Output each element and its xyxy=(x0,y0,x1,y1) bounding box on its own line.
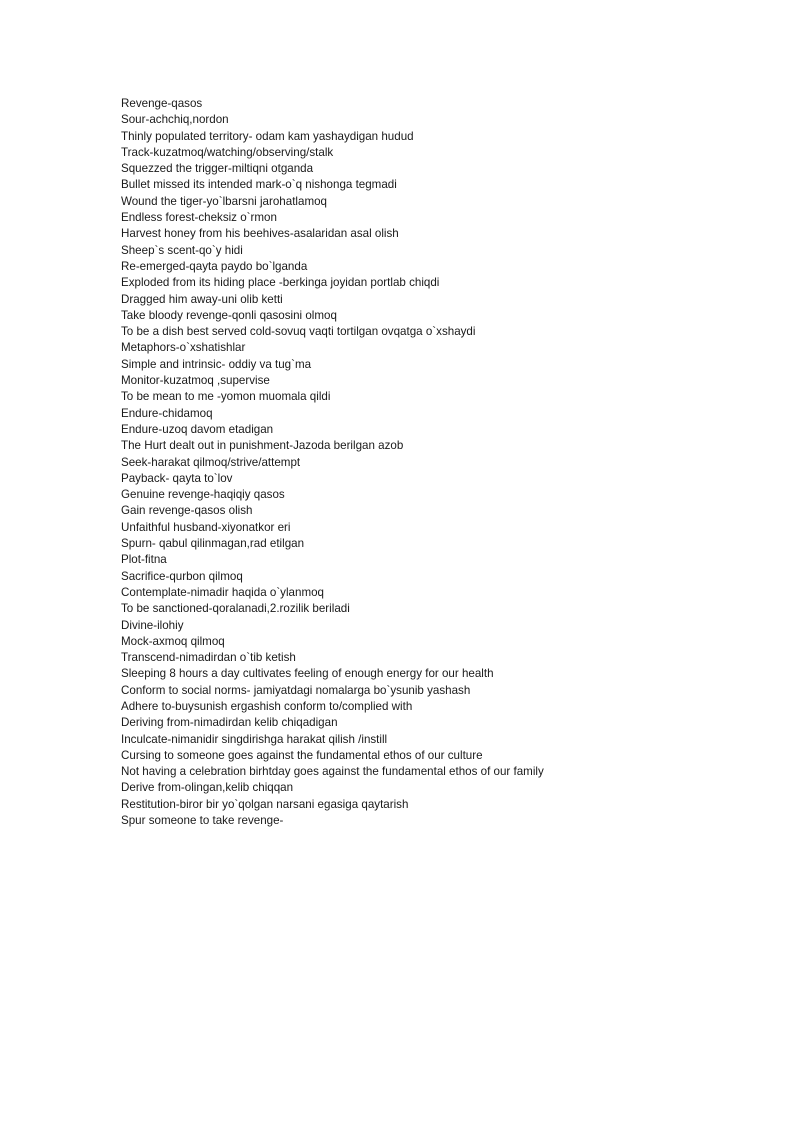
vocabulary-line: Restitution-biror bir yo`qolgan narsani egasiga qaytarish xyxy=(121,797,409,811)
vocabulary-line: Revenge-qasos xyxy=(121,97,203,110)
vocabulary-line: Spurn- qabul qilinmagan,rad etilgan xyxy=(121,537,305,551)
vocabulary-line: Unfaithful husband-xiyonatkor eri xyxy=(121,520,291,534)
vocabulary-line: To be mean to me -yomon muomala qildi xyxy=(121,390,331,404)
vocabulary-line: Inculcate-nimanidir singdirishga harakat qilish /instill xyxy=(121,732,388,746)
vocabulary-line: Cursing to someone goes against the fundamental ethos of our culture xyxy=(121,748,483,762)
vocabulary-line: Spur someone to take revenge- xyxy=(121,814,284,828)
vocabulary-line: Payback- qayta to`lov xyxy=(121,471,233,485)
vocabulary-line: Sacrifice-qurbon qilmoq xyxy=(121,569,243,583)
vocabulary-list xyxy=(121,96,761,829)
vocabulary-line: Re-emerged-qayta paydo bo`lganda xyxy=(121,259,308,273)
vocabulary-line: Deriving from-nimadirdan kelib chiqadigan xyxy=(121,716,338,730)
vocabulary-line: Squezzed the trigger-miltiqni otganda xyxy=(121,162,314,176)
vocabulary-line: Simple and intrinsic- oddiy va tug`ma xyxy=(121,357,312,371)
vocabulary-line: Mock-axmoq qilmoq xyxy=(121,634,225,648)
vocabulary-line: Transcend-nimadirdan o`tib ketish xyxy=(121,651,296,665)
vocabulary-line: Thinly populated territory- odam kam yashaydigan hudud xyxy=(121,129,414,143)
vocabulary-line: Endure-uzoq davom etadigan xyxy=(121,422,274,436)
vocabulary-line: Monitor-kuzatmoq ,supervise xyxy=(121,374,270,388)
vocabulary-line: Metaphors-o`xshatishlar xyxy=(121,341,246,355)
vocabulary-line: Genuine revenge-haqiqiy qasos xyxy=(121,488,285,502)
vocabulary-line: Not having a celebration birhtday goes against the fundamental ethos of our family xyxy=(121,765,544,779)
vocabulary-line: Wound the tiger-yo`lbarsni jarohatlamoq xyxy=(121,194,328,208)
vocabulary-line: Gain revenge-qasos olish xyxy=(121,504,253,518)
vocabulary-line: Derive from-olingan,kelib chiqqan xyxy=(121,781,294,795)
vocabulary-line: Dragged him away-uni olib ketti xyxy=(121,292,283,306)
vocabulary-line: Seek-harakat qilmoq/strive/attempt xyxy=(121,455,301,469)
vocabulary-line: Adhere to-buysunish ergashish conform to/complied with xyxy=(121,699,413,713)
vocabulary-line: Take bloody revenge-qonli qasosini olmoq xyxy=(121,308,337,322)
vocabulary-line: Sleeping 8 hours a day cultivates feeling of enough energy for our health xyxy=(121,667,494,681)
vocabulary-line: The Hurt dealt out in punishment-Jazoda berilgan azob xyxy=(121,439,404,453)
vocabulary-line: Track-kuzatmoq/watching/observing/stalk xyxy=(121,145,334,159)
vocabulary-line: To be sanctioned-qoralanadi,2.rozilik beriladi xyxy=(121,602,350,616)
vocabulary-line: Bullet missed its intended mark-o`q nishonga tegmadi xyxy=(121,178,397,192)
vocabulary-line: Endure-chidamoq xyxy=(121,406,213,420)
vocabulary-line: Plot-fitna xyxy=(121,553,167,567)
vocabulary-line: Contemplate-nimadir haqida o`ylanmoq xyxy=(121,585,324,599)
vocabulary-line: Divine-ilohiy xyxy=(121,618,184,632)
vocabulary-line: Harvest honey from his beehives-asalaridan asal olish xyxy=(121,227,399,241)
vocabulary-line: To be a dish best served cold-sovuq vaqti tortilgan ovqatga o`xshaydi xyxy=(121,325,476,339)
vocabulary-line: Sour-achchiq,nordon xyxy=(121,113,229,127)
vocabulary-line: Endless forest-cheksiz o`rmon xyxy=(121,211,277,225)
vocabulary-line: Conform to social norms- jamiyatdagi nomalarga bo`ysunib yashash xyxy=(121,683,471,697)
vocabulary-line: Sheep`s scent-qo`y hidi xyxy=(121,243,243,257)
vocabulary-line: Exploded from its hiding place -berkinga joyidan portlab chiqdi xyxy=(121,276,440,290)
